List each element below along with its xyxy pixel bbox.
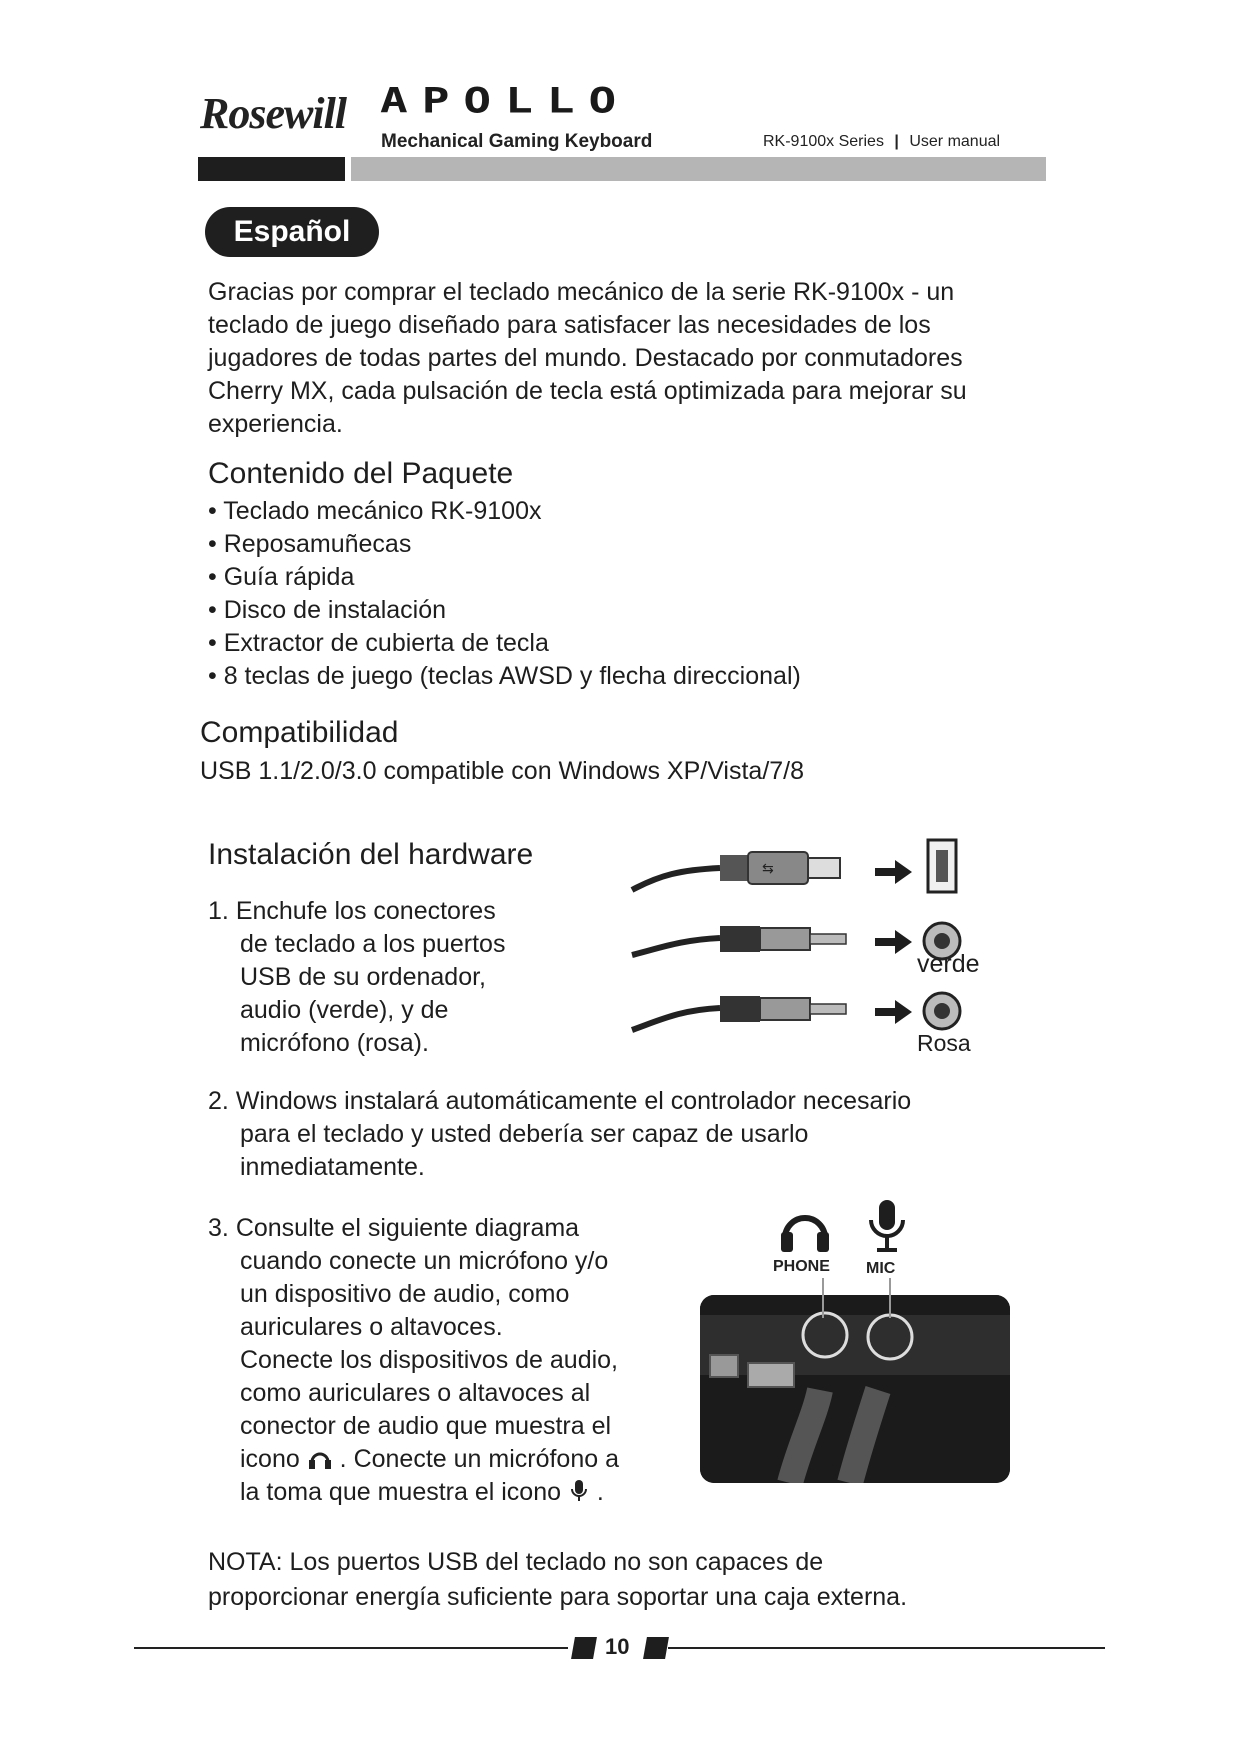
footer-marker-right [643, 1637, 669, 1659]
connector-illustration [620, 830, 1020, 1060]
audio-plug-body [760, 998, 810, 1020]
photo-leader-lines [820, 1278, 900, 1318]
keyboard-ports-photo [700, 1295, 1010, 1483]
step-2-line: para el teclado y usted debería ser capaz de usarlo [240, 1120, 809, 1148]
usb-port-slot [936, 850, 948, 882]
note-line: proporcionar energía suficiente para soportar una caja externa. [208, 1583, 908, 1611]
arrow-icon [875, 860, 912, 884]
label-green: verde [917, 950, 980, 978]
header-subtitle: Mechanical Gaming Keyboard [381, 131, 653, 152]
microphone-icon [568, 1477, 590, 1509]
audio-plug-grip [720, 926, 760, 952]
manual-label: User manual [909, 133, 1001, 150]
usb-port [710, 1355, 738, 1377]
header-separator: | [894, 133, 899, 150]
header-series [763, 133, 1000, 151]
compat-text: USB 1.1/2.0/3.0 compatible con Windows XP/Vista/7/8 [200, 757, 805, 785]
step-2-line: inmediatamente. [240, 1153, 425, 1181]
compat-title: Compatibilidad [200, 716, 399, 749]
step-3-line: un dispositivo de audio, como [240, 1280, 570, 1308]
step-3-line: auriculares o altavoces. [240, 1313, 503, 1341]
label-pink: Rosa [917, 1030, 971, 1056]
list-item: • Guía rápida [208, 563, 355, 591]
audio-plug-body [760, 928, 810, 950]
apollo-logo: APOLLO [380, 80, 631, 121]
audio-cable-pink [632, 1008, 720, 1030]
header-bar-light [351, 157, 1046, 181]
usb-strain-relief [720, 855, 748, 881]
step-3-line: icono . Conecte un micrófono a [240, 1445, 619, 1473]
mic-icon [865, 1198, 909, 1260]
step-1-line: audio (verde), y de [240, 996, 449, 1024]
list-item: • Reposamuñecas [208, 530, 412, 558]
step-3-line: la toma que muestra el icono . [208, 1476, 688, 1509]
step-1-line: 1. Enchufe los conectores [208, 897, 496, 925]
rosewill-logo: Rosewill [200, 89, 347, 138]
note [208, 1545, 1058, 1615]
audio-plug-tip [810, 1004, 846, 1014]
step-3-line: 3. Consulte el siguiente diagrama [208, 1214, 580, 1242]
phone-headphone-icon [775, 1200, 835, 1260]
list-item: • Teclado mecánico RK-9100x [208, 497, 542, 525]
step-3 [208, 1212, 688, 1509]
list-item: • 8 teclas de juego (teclas AWSD y flecha direccional) [208, 662, 801, 690]
step-3-line: cuando conecte un micrófono y/o [240, 1247, 609, 1275]
footer-line-right [668, 1647, 1105, 1649]
footer-line-left [134, 1647, 568, 1649]
header-bar-dark [198, 157, 345, 181]
package-title: Contenido del Paquete [208, 457, 514, 490]
audio-plug-grip [720, 996, 760, 1022]
step-1-line: de teclado a los puertos [240, 930, 506, 958]
step-3-line: como auriculares o altavoces al [240, 1379, 591, 1407]
language-badge: Español [205, 207, 379, 257]
step-2-line: 2. Windows instalará automáticamente el controlador necesario [208, 1087, 912, 1115]
usb-port [748, 1363, 794, 1387]
usb-cable [632, 868, 720, 890]
audio-plug-tip [810, 934, 846, 944]
headphone-icon [307, 1446, 333, 1474]
usb-icon: ⇆ [762, 861, 774, 877]
step-1-line: micrófono (rosa). [240, 1029, 429, 1057]
mic-label: MIC [866, 1260, 896, 1277]
arrow-icon [875, 1000, 912, 1024]
series-name: RK-9100x Series [763, 133, 884, 150]
audio-jack-hole [934, 1003, 950, 1019]
intro-paragraph: Gracias por comprar el teclado mecánico de la serie RK-9100x - un teclado de juego diseñado para satisfacer las necesidades de los jugadores de todas partes del mundo. Destacado por conmutadores Cherry MX, cada pulsación de tecla está optimizada para mejorar su experiencia. [208, 278, 967, 438]
hardware-title: Instalación del hardware [208, 838, 534, 871]
step-3-line: conector de audio que muestra el [240, 1412, 612, 1440]
phone-label: PHONE [773, 1258, 830, 1275]
list-item: • Disco de instalación [208, 596, 447, 624]
arrow-icon [875, 930, 912, 954]
usb-plug-tip [808, 858, 840, 878]
step-1 [208, 895, 505, 1060]
audio-jack-hole [934, 933, 950, 949]
page-number: 10 [605, 1634, 630, 1659]
package-list [208, 495, 801, 693]
audio-cable-green [632, 938, 720, 955]
step-1-line: USB de su ordenador, [240, 963, 486, 991]
list-item: • Extractor de cubierta de tecla [208, 629, 549, 657]
ports-photo-illustration [700, 1295, 1010, 1483]
step-3-line: Conecte los dispositivos de audio, [240, 1346, 619, 1374]
note-line: NOTA: Los puertos USB del teclado no son capaces de [208, 1548, 824, 1576]
footer-marker-left [571, 1637, 597, 1659]
step-2 [208, 1085, 1038, 1184]
usb-plug-body [748, 852, 808, 884]
